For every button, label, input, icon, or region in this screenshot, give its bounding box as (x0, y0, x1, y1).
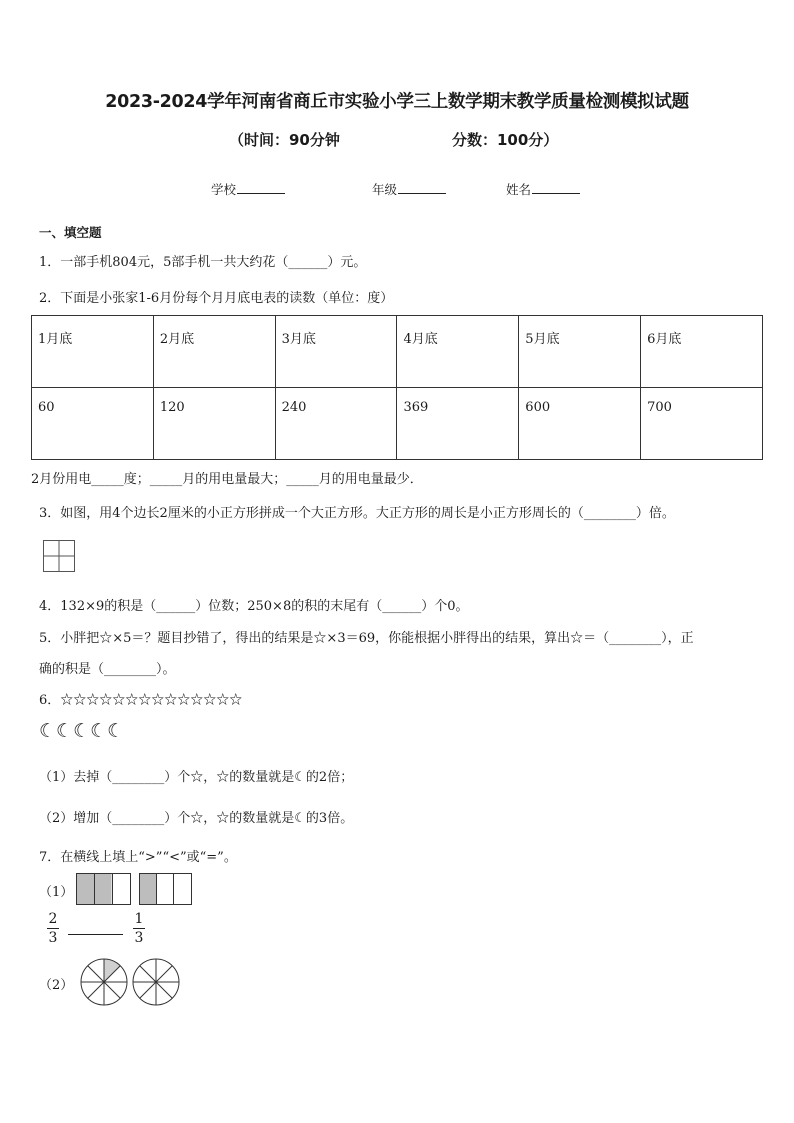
table-cell: 2月底 (153, 316, 275, 388)
question-2-followup: 2月份用电_____度；_____月的用电量最大；_____月的用电量最少． (31, 472, 423, 487)
table-cell: 4月底 (397, 316, 519, 388)
table-cell: 3月底 (275, 316, 397, 388)
question-6: 6．☆☆☆☆☆☆☆☆☆☆☆☆☆☆ (39, 693, 243, 708)
table-cell: 120 (153, 388, 275, 460)
question-5-line2: 确的积是（________）。 (39, 662, 176, 677)
table-cell: 369 (397, 388, 519, 460)
exam-time: （时间：90分钟 (229, 131, 340, 149)
table-cell: 6月底 (641, 316, 763, 388)
question-4: 4．132×9的积是（______）位数；250×8的积的末尾有（______）个0。 (39, 599, 469, 614)
table-cell: 240 (275, 388, 397, 460)
grade-blank[interactable] (398, 181, 446, 194)
four-squares-figure (43, 540, 75, 572)
school-label: 学校 (211, 182, 237, 197)
fraction-bar-two-thirds (76, 873, 131, 905)
school-blank[interactable] (237, 181, 285, 194)
meter-reading-table (31, 315, 763, 460)
grade-label: 年级 (372, 182, 398, 197)
exam-score: 分数：100分） (452, 131, 559, 149)
table-cell: 600 (519, 388, 641, 460)
pie-circle-left (80, 958, 128, 1006)
table-cell: 5月底 (519, 316, 641, 388)
pie-circle-right (132, 958, 180, 1006)
fraction-denominator: 3 (48, 930, 58, 946)
fraction-numerator: 2 (48, 911, 58, 927)
name-label: 姓名 (506, 182, 532, 197)
school-field (211, 180, 285, 198)
question-5-line1: 5．小胖把☆×5＝？题目抄错了，得出的结果是☆×3＝69，你能根据小胖得出的结果，算出☆＝（________），正 (39, 631, 694, 646)
name-field (506, 180, 580, 198)
table-cell: 1月底 (32, 316, 154, 388)
question-3: 3．如图，用4个边长2厘米的小正方形拼成一个大正方形。大正方形的周长是小正方形周长的（________）倍。 (39, 506, 675, 521)
question-7: 7．在横线上填上“>”“<”或“=”。 (39, 850, 237, 865)
page-title: 2023-2024学年河南省商丘市实验小学三上数学期末教学质量检测模拟试题 (105, 92, 689, 112)
fraction-bar-one-third (139, 873, 192, 905)
question-7-part1-label: （1） (39, 885, 74, 900)
comparison-answer-blank[interactable] (68, 934, 123, 935)
table-header-row (32, 316, 763, 388)
question-6-part2: （2）增加（________）个☆，☆的数量就是☾的3倍。 (39, 811, 354, 826)
name-blank[interactable] (532, 181, 580, 194)
fraction-two-thirds (47, 911, 59, 946)
table-cell: 60 (32, 388, 154, 460)
grade-field (372, 180, 446, 198)
question-1: 1．一部手机804元，5部手机一共大约花（______）元。 (39, 255, 367, 270)
moon-icon-row: ☾☾☾☾☾ (39, 720, 125, 742)
question-7-part2-label: （2） (39, 978, 74, 993)
table-cell: 700 (641, 388, 763, 460)
fraction-numerator: 1 (134, 911, 144, 927)
section-heading: 一、填空题 (39, 225, 102, 240)
fraction-one-third (133, 911, 145, 946)
table-row (32, 388, 763, 460)
question-6-part1: （1）去掉（________）个☆，☆的数量就是☾的2倍； (39, 770, 354, 785)
fraction-denominator: 3 (134, 930, 144, 946)
question-2: 2．下面是小张家1-6月份每个月月底电表的读数（单位：度） (39, 291, 394, 306)
